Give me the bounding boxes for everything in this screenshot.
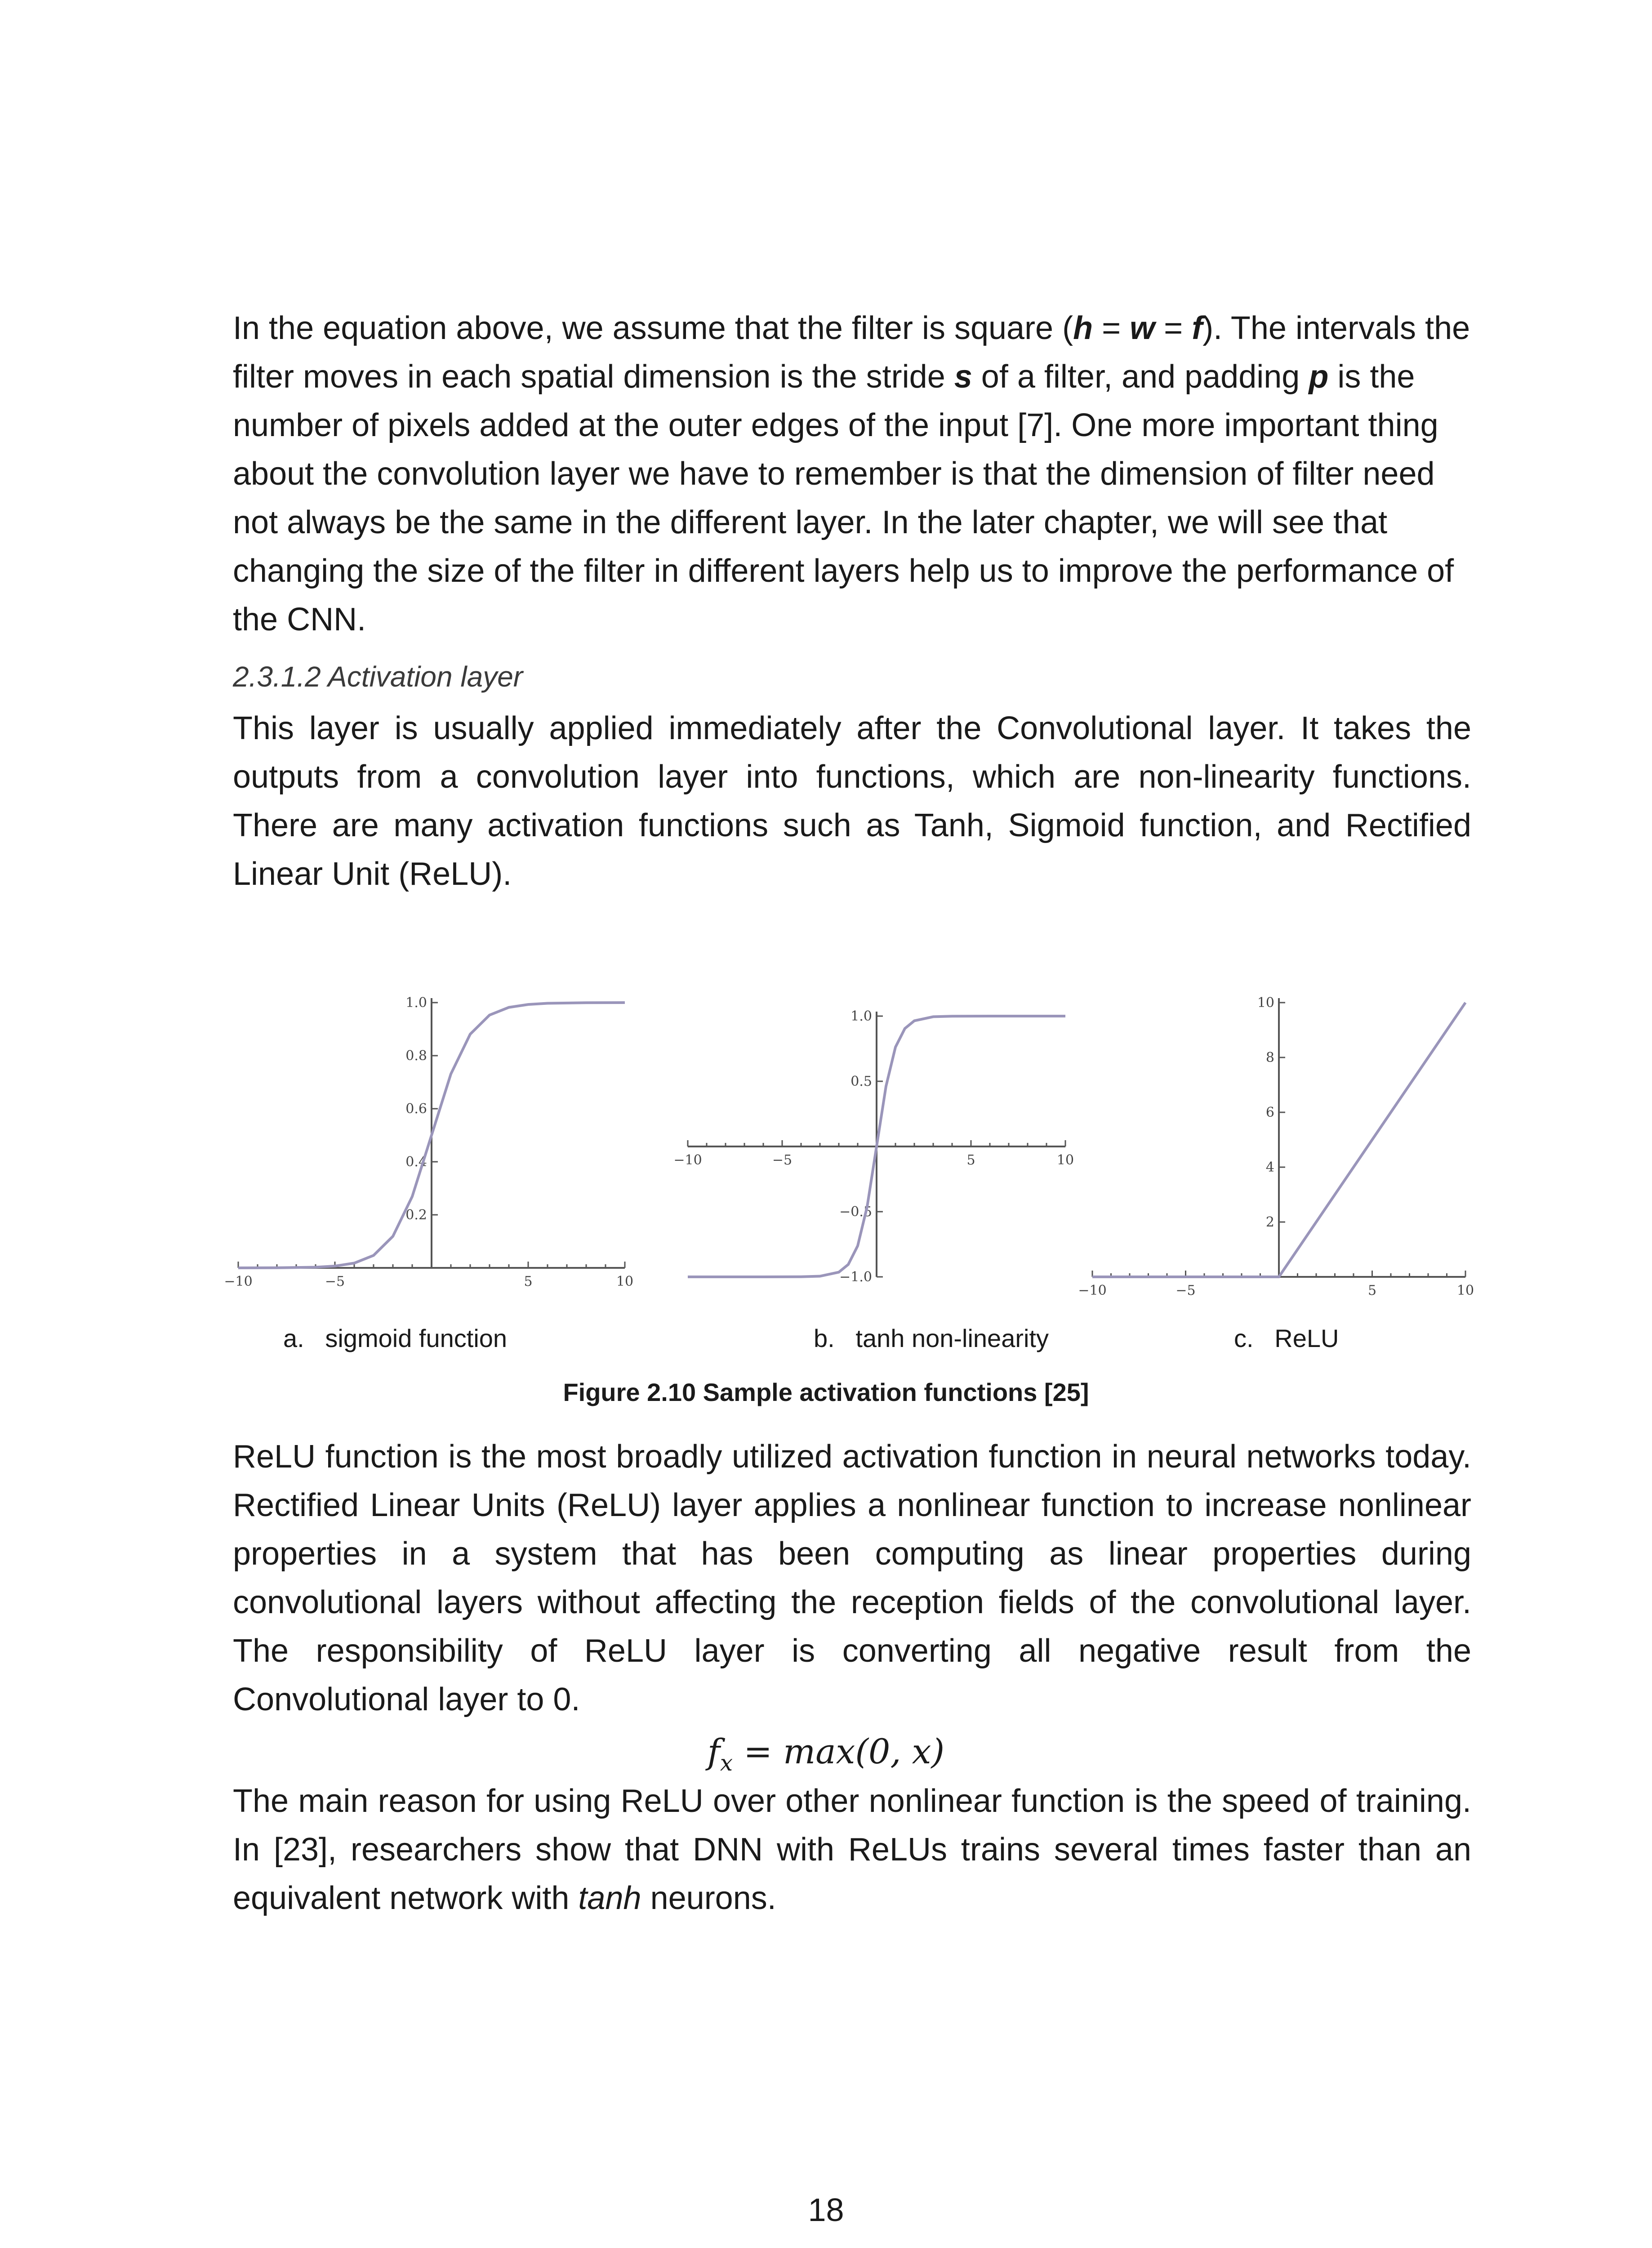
var-w: w (1130, 310, 1155, 346)
y-tick-label: 0.4 (405, 1154, 427, 1170)
activation-figures (224, 985, 1474, 1304)
x-tick-label: 5 (966, 1152, 975, 1168)
tanh-plot (673, 985, 1074, 1304)
var-h: h (1073, 310, 1093, 346)
activation-paragraph: This layer is usually applied immediately after the Convolutional layer. It takes the outputs from a convolution layer into functions, which are non-linearity functions. There are many activation functions such as Tanh, Sigmoid function, and Rectified Linear Unit (ReLU). (233, 710, 1471, 892)
subcaption-a: a. sigmoid function (283, 1324, 508, 1352)
x-tick-label: −10 (224, 1274, 253, 1289)
x-tick-label: 10 (1456, 1283, 1474, 1298)
x-tick-label: −5 (325, 1274, 345, 1289)
y-tick-label: 0.2 (405, 1207, 427, 1223)
subcaption-c: c. ReLU (1234, 1324, 1339, 1352)
x-tick-label: 5 (1367, 1283, 1377, 1298)
y-tick-label: 2 (1265, 1214, 1274, 1230)
y-tick-label: 6 (1265, 1105, 1274, 1120)
intro-paragraph: In the equation above, we assume that the filter is square (h = w = f). The intervals the filter moves in each spatial dimension is the stride s of a filter, and padding p is the number of pixels added at the outer edges of the input [7]. One more important thing about the convolution layer we have to remember is that the dimension of filter need not always be the same in the different layer. In the later chapter, we will see that changing the size of the filter in different layers help us to improve the performance of the CNN. (233, 310, 1470, 638)
page-number: 18 (808, 2192, 844, 2228)
y-tick-label: 0.8 (405, 1048, 427, 1064)
var-f: f (1192, 310, 1203, 346)
y-tick-label: −0.5 (839, 1204, 872, 1220)
y-tick-label: 1.0 (405, 995, 427, 1011)
tanh-italic: tanh (578, 1880, 641, 1916)
y-tick-label: 8 (1265, 1050, 1274, 1066)
relu-equation: $f_x = \max(0$, x) (707, 1731, 945, 1776)
x-tick-label: 10 (1056, 1152, 1074, 1168)
x-tick-label: −5 (772, 1152, 793, 1168)
x-tick-label: −5 (1176, 1283, 1196, 1298)
var-p: p (1309, 359, 1329, 395)
x-tick-label: −10 (1078, 1283, 1107, 1298)
relu-plot (1078, 985, 1474, 1304)
figure-caption: Figure 2.10 Sample activation functions [25] (563, 1378, 1089, 1406)
y-tick-label: 10 (1257, 995, 1274, 1011)
section-heading: 2.3.1.2 Activation layer (233, 660, 523, 693)
y-tick-label: 0.5 (850, 1074, 872, 1089)
sigmoid-plot (224, 985, 634, 1304)
y-tick-label: 4 (1265, 1160, 1274, 1175)
y-tick-label: 1.0 (850, 1008, 872, 1024)
x-tick-label: 5 (524, 1274, 533, 1289)
x-tick-label: −10 (673, 1152, 702, 1168)
var-s: s (954, 359, 972, 395)
x-tick-label: 10 (616, 1274, 634, 1289)
subcaption-b: b. tanh non-linearity (814, 1324, 1049, 1352)
y-tick-label: −1.0 (839, 1269, 872, 1285)
speed-paragraph: The main reason for using ReLU over other nonlinear function is the speed of training. In [23], researchers show that DNN with ReLUs trains several times faster than an equivalent network with tanh neurons. (233, 1783, 1471, 1916)
y-tick-label: 0.6 (405, 1101, 427, 1117)
relu-paragraph: ReLU function is the most broadly utilized activation function in neural networks today. Rectified Linear Units (ReLU) layer applies a nonlinear function to increase nonlinear properties in a system that has been computing as linear properties during convolutional layers without affecting the reception fields of the convolutional layer. The responsibility of ReLU layer is converting all negative result from the Convolutional layer to 0. (233, 1439, 1471, 1717)
